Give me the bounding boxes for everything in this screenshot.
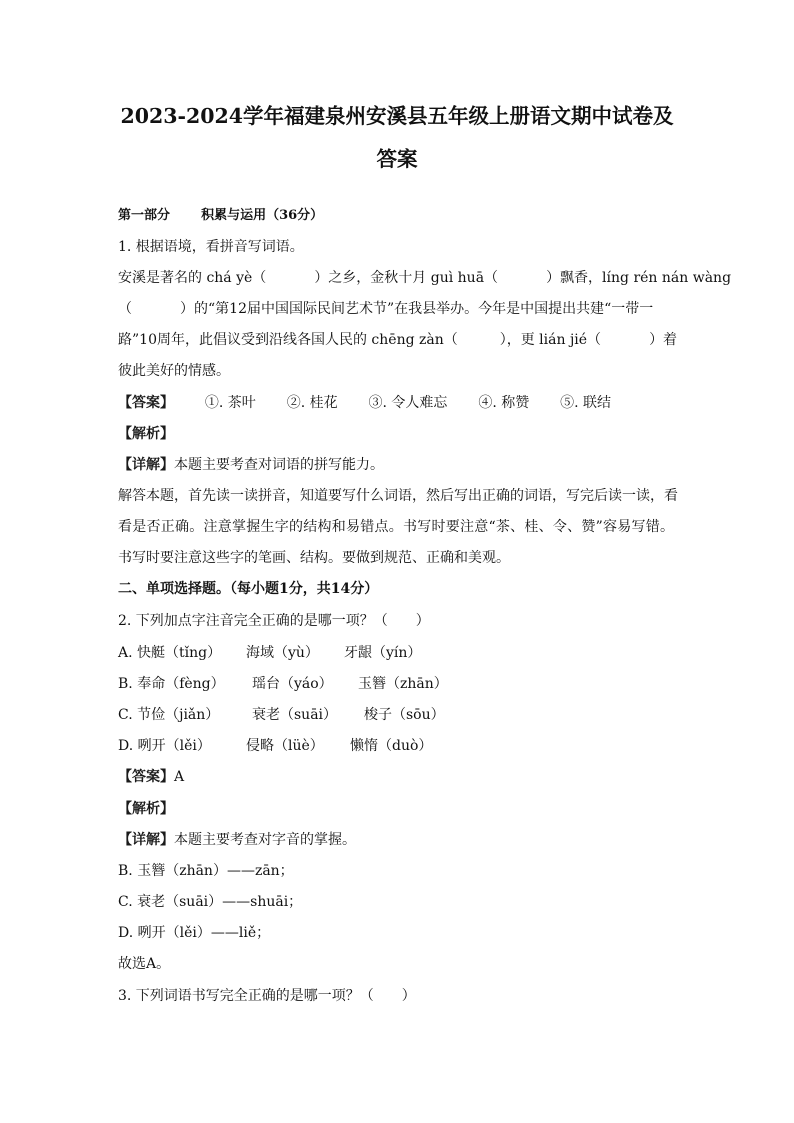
- answer-label: 【答案】: [118, 769, 174, 785]
- q1-text-segment: ），更 lián jié（: [499, 332, 602, 348]
- q1-explain-line3: 书写时要注意这些字的笔画、结构。要做到规范、正确和美观。: [118, 550, 510, 566]
- q1-text-segment: ）的“第12届中国国际民间艺术节”在我县举办。今年是中国提出共建“一带一: [180, 301, 654, 317]
- q1-text-segment: 路”10周年，此倡议受到沿线各国人民的 chēng zàn（: [118, 332, 458, 348]
- q1-text-segment: 安溪是著名的 chá yè（: [118, 270, 267, 286]
- option-item: C. 节俭（jiǎn）: [118, 707, 220, 723]
- q1-text-segment: （: [118, 301, 132, 317]
- q2-analysis-label: 【解析】: [118, 801, 174, 817]
- section1-subheading: 积累与运用（36分）: [201, 208, 324, 223]
- answer-value: A: [174, 769, 185, 785]
- q2-option-a: [118, 643, 674, 663]
- detail-text: 本题主要考查对字音的掌握。: [174, 832, 356, 848]
- answer-item: ③. 令人难忘: [368, 395, 448, 411]
- answer-item: ①. 茶叶: [204, 395, 256, 411]
- q1-text-segment: ）飘香，líng rén nán wàng: [546, 270, 732, 286]
- q1-answer-row: [118, 393, 674, 413]
- q1-text-segment: ）着: [649, 332, 678, 348]
- q1-passage-line1: [118, 268, 732, 288]
- option-item: 玉簪（zhān）: [358, 676, 448, 692]
- q1-explain-line2: 看是否正确。注意掌握生字的结构和易错点。书写时要注意“茶、桂、令、赞”容易写错。: [118, 519, 674, 535]
- option-item: 梭子（sōu）: [364, 707, 445, 723]
- option-item: 瑶台（yáo）: [252, 676, 333, 692]
- q2-fix-c: C. 衰老（suāi）——shuāi；: [118, 894, 303, 910]
- answer-item: ②. 桂花: [286, 395, 338, 411]
- q2-fix-b: B. 玉簪（zhān）——zān；: [118, 863, 294, 879]
- detail-text: 本题主要考查对词语的拼写能力。: [174, 457, 384, 473]
- option-item: 牙龈（yín）: [344, 645, 422, 661]
- q2-option-d: [118, 736, 674, 756]
- option-item: B. 奉命（fèng）: [118, 676, 225, 692]
- q2-answer-row: [118, 767, 674, 787]
- document-title-line2: 答案: [376, 147, 418, 171]
- section1-heading-row: [118, 206, 674, 226]
- detail-label: 【详解】: [118, 457, 174, 473]
- q2-fix-d: D. 咧开（lěi）——liě；: [118, 925, 271, 941]
- q2-option-b: [118, 674, 674, 694]
- q2-conclusion: 故选A。: [118, 956, 171, 972]
- option-item: 海域（yù）: [246, 645, 319, 661]
- q1-prompt: 1. 根据语境，看拼音写词语。: [118, 239, 304, 255]
- q3-prompt: 3. 下列词语书写完全正确的是哪一项？（ ）: [118, 988, 416, 1004]
- q1-passage-line2: [118, 299, 674, 319]
- detail-label: 【详解】: [118, 832, 174, 848]
- q1-passage-line3: [118, 330, 678, 350]
- document-title-line1: 2023-2024学年福建泉州安溪县五年级上册语文期中试卷及: [120, 104, 674, 128]
- q1-passage-line4: 彼此美好的情感。: [118, 363, 230, 379]
- option-item: D. 咧开（lěi）: [118, 738, 211, 754]
- option-item: 衰老（suāi）: [252, 707, 338, 723]
- q1-detail-row: [118, 455, 674, 475]
- q1-analysis-label: 【解析】: [118, 426, 174, 442]
- option-item: 侵略（lüè）: [246, 738, 324, 754]
- option-item: 懒惰（duò）: [350, 738, 433, 754]
- section2-heading: 二、单项选择题。（每小题1分，共14分）: [118, 581, 379, 597]
- answer-item: ④. 称赞: [478, 395, 530, 411]
- answer-item: ⑤. 联结: [560, 395, 612, 411]
- q2-detail-row: [118, 830, 674, 850]
- q1-explain-line1: 解答本题，首先读一读拼音，知道要写什么词语，然后写出正确的词语，写完后读一读，看: [118, 488, 678, 504]
- section1-heading: 第一部分: [118, 208, 171, 223]
- option-item: A. 快艇（tǐng）: [118, 645, 222, 661]
- q2-option-c: [118, 705, 674, 725]
- q1-text-segment: ）之乡，金秋十月 guì huā（: [314, 270, 499, 286]
- q2-prompt: 2. 下列加点字注音完全正确的是哪一项？（ ）: [118, 613, 430, 629]
- answer-label: 【答案】: [118, 395, 174, 411]
